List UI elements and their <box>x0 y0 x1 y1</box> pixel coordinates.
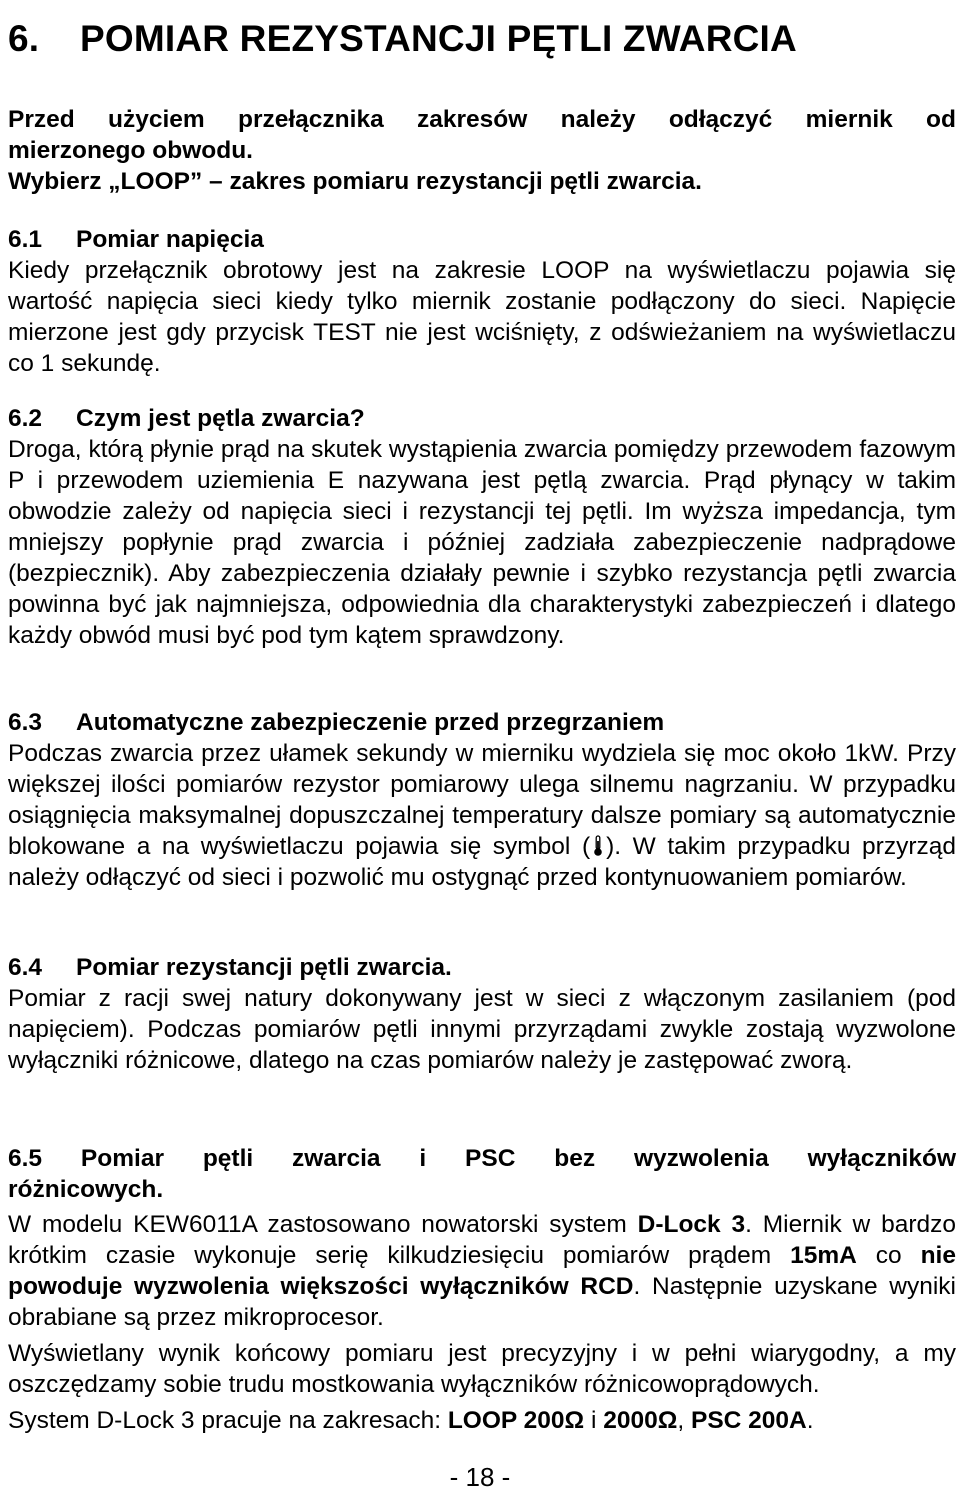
body-text: , <box>677 1407 691 1434</box>
section-title: Czym jest pętla zwarcia? <box>76 405 365 432</box>
emphasis-text: nie powoduje wyzwolenia większości wyłączników RCD <box>8 1242 956 1300</box>
section-6-5 <box>8 1143 956 1436</box>
section-title: Pomiar napięcia <box>76 226 264 253</box>
body-text: . Następnie uzyskane wyniki obrabiane są przez mikroprocesor. <box>8 1273 956 1331</box>
emphasis-text: 2000Ω <box>603 1407 678 1434</box>
body-text: i <box>584 1407 604 1434</box>
section-6-4 <box>8 952 956 1076</box>
section-6-5-paragraph-3 <box>8 1405 956 1436</box>
emphasis-text: PSC 200A <box>690 1407 807 1434</box>
section-6-3-body <box>8 738 956 893</box>
section-title: Automatyczne zabezpieczenie przed przegrzaniem <box>76 709 665 736</box>
emphasis-text: 15mA <box>790 1242 857 1269</box>
body-text: ). W takim przypadku przyrząd należy odłączyć od sieci i pozwolić mu ostygnąć przed kontynuowaniem pomiarów. <box>8 833 956 891</box>
emphasis-text: LOOP 200Ω <box>447 1407 585 1434</box>
section-6-5-heading <box>8 1143 956 1205</box>
section-6-1-body: Kiedy przełącznik obrotowy jest na zakresie LOOP na wyświetlaczu pojawia się wartość napięcia sieci kiedy tylko miernik zostanie podłączony do sieci. Napięcie mierzone jest gdy przycisk TEST nie jest wciśnięty, z odświeżaniem na wyświetlaczu co 1 sekundę. <box>8 257 956 377</box>
section-6-4-heading <box>8 952 956 983</box>
body-text: . <box>806 1407 814 1434</box>
chapter-title-text: POMIAR REZYSTANCJI PĘTLI ZWARCIA <box>80 18 797 59</box>
section-6-5-heading-line-1 <box>8 1143 956 1174</box>
section-number: 6.1 <box>8 226 43 253</box>
section-number: 6.2 <box>8 405 43 432</box>
emphasis-text: D-Lock 3 <box>637 1211 746 1238</box>
intro-line-2: mierzonego obwodu. <box>8 137 253 164</box>
section-6-2-heading <box>8 403 956 434</box>
section-number: 6.4 <box>8 954 43 981</box>
body-text: Podczas zwarcia przez ułamek sekundy w mierniku wydziela się moc około 1kW. Przy większej ilości pomiarów rezystor pomiarowy ulega silnemu nagrzaniu. W przypadku osiągnięcia maksymalnej dopuszczalnej temperatury dalsze pomiary są automatycznie blokowane a na wyświetlaczu pojawia się symbol ( <box>8 740 956 860</box>
section-6-1 <box>8 224 956 379</box>
thermometer-icon <box>593 835 603 857</box>
body-text: System D-Lock 3 pracuje na zakresach: <box>8 1407 448 1434</box>
body-text: . Miernik w bardzo krótkim czasie wykonuje serię kilkudziesięciu pomiarów prądem <box>8 1211 956 1269</box>
section-title: Pomiar pętli zwarcia i PSC bez wyzwolenia wyłączników <box>80 1145 956 1172</box>
section-6-5-paragraph-2: Wyświetlany wynik końcowy pomiaru jest precyzyjny i w pełni wiarygodny, a my oszczędzamy sobie trudu mostkowania wyłączników różnicowoprądowych. <box>8 1340 956 1398</box>
section-6-3 <box>8 707 956 893</box>
chapter-title <box>8 18 797 60</box>
section-6-4-body: Pomiar z racji swej natury dokonywany jest w sieci z włączonym zasilaniem (pod napięciem). Podczas pomiarów pętli innymi przyrządami zwykle zostają wyzwolone wyłączniki różnicowe, dlatego na czas pomiarów należy je zastępować zworą. <box>8 985 956 1074</box>
intro-line-3: Wybierz „LOOP” – zakres pomiaru rezystancji pętli zwarcia. <box>8 168 702 195</box>
section-6-2 <box>8 403 956 651</box>
intro-line-1: Przed użyciem przełącznika zakresów należy odłączyć miernik od <box>8 106 956 133</box>
body-text: co <box>856 1242 921 1269</box>
chapter-number: 6. <box>8 18 40 59</box>
section-title: Pomiar rezystancji pętli zwarcia. <box>76 954 452 981</box>
section-6-5-paragraph-1 <box>8 1209 956 1333</box>
section-6-2-body: Droga, którą płynie prąd na skutek wystąpienia zwarcia pomiędzy przewodem fazowym P i przewodem uziemienia E nazywana jest pętlą zwarcia. Prąd płynący w takim obwodzie zależy od napięcia sieci i rezystancji tej pętli. Im wyższa impedancja, tym mniejszy popłynie prąd zwarcia i później zadziała zabezpieczenie nadprądowe (bezpiecznik). Aby zabezpieczenia działały pewnie i szybko rezystancja pętli zwarcia powinna być jak najmniejsza, odpowiednia dla charakterystyki zabezpieczeń i dlatego każdy obwód musi być pod tym kątem sprawdzony. <box>8 436 956 649</box>
page-number: - 18 - <box>449 1462 511 1492</box>
section-number: 6.3 <box>8 709 43 736</box>
body-text: W modelu KEW6011A zastosowano nowatorski system <box>8 1211 638 1238</box>
section-6-3-heading <box>8 707 956 738</box>
section-6-1-heading <box>8 224 956 255</box>
section-6-5-heading-line-2: różnicowych. <box>8 1176 164 1203</box>
intro-warning <box>8 104 956 197</box>
section-number: 6.5 <box>8 1145 43 1172</box>
